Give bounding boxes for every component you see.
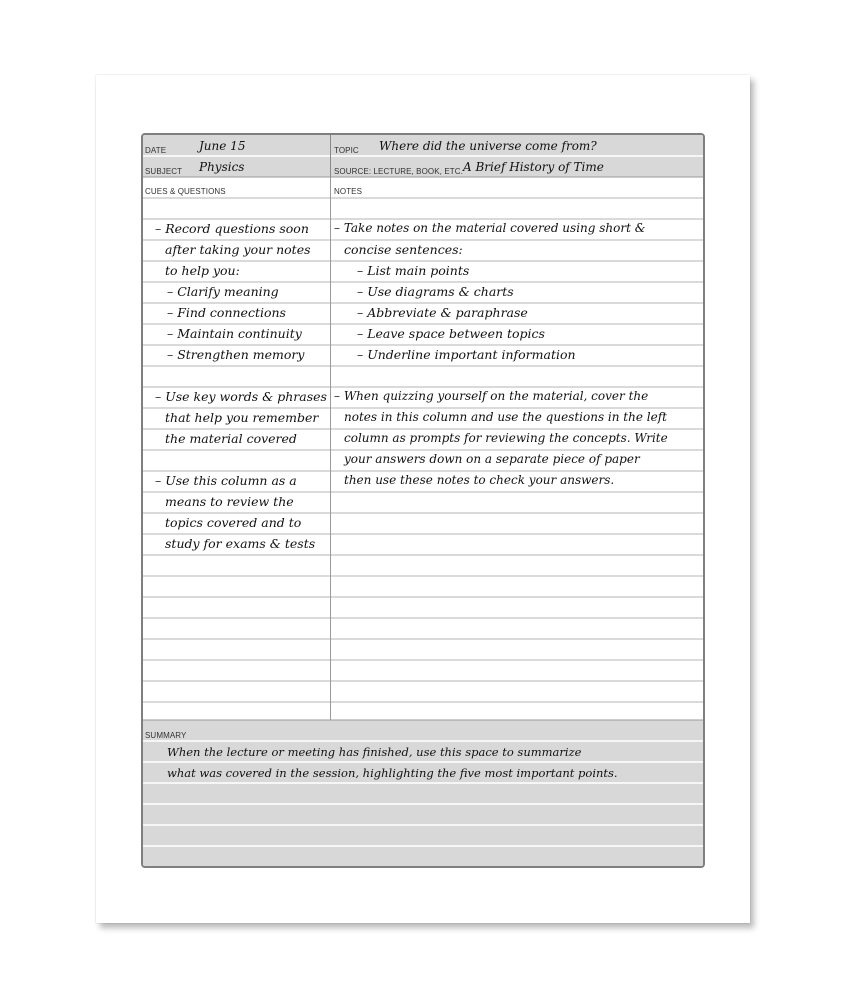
source-value: A Brief History of Time <box>463 160 604 174</box>
topic-value: Where did the universe come from? <box>379 139 597 153</box>
note-line: – Use diagrams & charts <box>357 284 514 299</box>
note-line: – Take notes on the material covered using short & <box>334 221 646 235</box>
note-line: – Underline important information <box>357 347 576 362</box>
cue-line: – Find connections <box>167 305 286 320</box>
cue-line: that help you remember <box>165 410 319 425</box>
column-divider <box>330 135 331 720</box>
note-line: – Abbreviate & paraphrase <box>357 305 528 320</box>
cornell-notes-form <box>141 133 705 868</box>
note-line: notes in this column and use the questions in the left <box>344 410 667 424</box>
notes-column-label: NOTES <box>334 187 363 196</box>
header-divider <box>330 135 331 177</box>
note-line: column as prompts for reviewing the concepts. Write <box>344 431 668 445</box>
note-line: concise sentences: <box>344 242 463 257</box>
subject-label: SUBJECT <box>145 167 183 176</box>
cue-line: – Clarify meaning <box>167 284 279 299</box>
cue-line: means to review the <box>165 494 294 509</box>
cue-line: after taking your notes <box>165 242 311 257</box>
topic-label: TOPIC <box>334 146 359 155</box>
note-line: your answers down on a separate piece of paper <box>344 452 640 466</box>
source-label: SOURCE: LECTURE, BOOK, ETC. <box>334 167 463 176</box>
cues-column-label: CUES & QUESTIONS <box>145 187 226 196</box>
note-line: then use these notes to check your answers. <box>344 473 615 487</box>
date-label: DATE <box>145 146 167 155</box>
summary-line: When the lecture or meeting has finished, use this space to summarize <box>167 745 582 759</box>
cue-line: the material covered <box>165 431 297 446</box>
cue-line: – Use key words & phrases <box>155 389 327 404</box>
note-line: – Leave space between topics <box>357 326 545 341</box>
subject-value: Physics <box>199 160 245 174</box>
cue-line: – Strengthen memory <box>167 347 305 362</box>
cue-line: study for exams & tests <box>165 536 316 551</box>
note-line: – List main points <box>357 263 470 278</box>
cue-line: – Use this column as a <box>155 473 297 488</box>
cue-line: – Maintain continuity <box>167 326 302 341</box>
summary-label: SUMMARY <box>145 731 187 740</box>
cue-line: – Record questions soon <box>155 221 309 236</box>
date-value: June 15 <box>199 139 246 153</box>
summary-line: what was covered in the session, highlighting the five most important points. <box>167 766 618 780</box>
cue-line: to help you: <box>165 263 240 278</box>
note-line: – When quizzing yourself on the material, cover the <box>334 389 649 403</box>
cue-line: topics covered and to <box>165 515 302 530</box>
